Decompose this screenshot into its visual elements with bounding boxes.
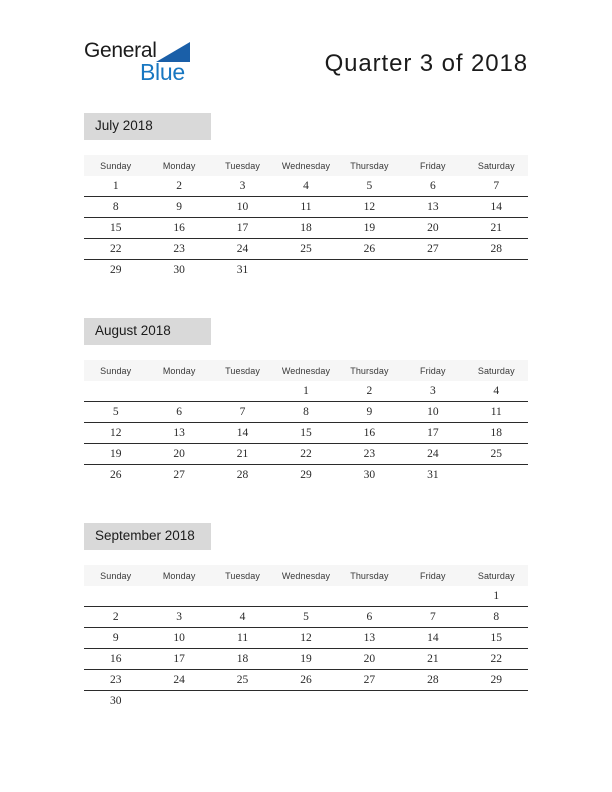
day-cell[interactable]: 27 (338, 670, 401, 691)
day-cell-empty (401, 260, 464, 281)
day-cell[interactable]: 21 (465, 218, 528, 239)
day-cell[interactable]: 19 (274, 649, 337, 670)
weekday-header-row (84, 565, 528, 586)
weekday-header-thursday: Thursday (338, 360, 401, 381)
weekday-header-row (84, 360, 528, 381)
day-cell[interactable]: 28 (465, 239, 528, 260)
month-title: July 2018 (84, 113, 211, 140)
day-cell[interactable]: 18 (465, 423, 528, 444)
day-cell[interactable]: 4 (211, 607, 274, 628)
weekday-header-thursday: Thursday (338, 155, 401, 176)
day-cell[interactable]: 5 (338, 176, 401, 197)
day-cell[interactable]: 4 (274, 176, 337, 197)
weekday-header-saturday: Saturday (465, 360, 528, 381)
day-cell[interactable]: 9 (338, 402, 401, 423)
day-cell-empty (465, 465, 528, 486)
day-cell[interactable]: 13 (401, 197, 464, 218)
day-cell[interactable]: 14 (465, 197, 528, 218)
day-cell[interactable]: 4 (465, 381, 528, 402)
week-row (84, 218, 528, 239)
day-cell[interactable]: 23 (84, 670, 147, 691)
day-cell[interactable]: 26 (274, 670, 337, 691)
page-title: Quarter 3 of 2018 (324, 50, 528, 77)
day-cell[interactable]: 18 (274, 218, 337, 239)
day-cell[interactable]: 8 (465, 607, 528, 628)
week-row (84, 649, 528, 670)
day-cell[interactable]: 25 (211, 670, 274, 691)
day-cell[interactable]: 6 (401, 176, 464, 197)
day-cell-empty (465, 691, 528, 712)
weekday-header-row (84, 155, 528, 176)
weekday-header-monday: Monday (147, 155, 210, 176)
day-cell[interactable]: 25 (465, 444, 528, 465)
weekday-header-sunday: Sunday (84, 155, 147, 176)
weekday-header-wednesday: Wednesday (274, 565, 337, 586)
day-cell[interactable]: 22 (84, 239, 147, 260)
week-row (84, 402, 528, 423)
day-cell-empty (147, 586, 210, 607)
day-cell-empty (147, 381, 210, 402)
day-cell-empty (338, 586, 401, 607)
day-cell-empty (211, 691, 274, 712)
day-cell[interactable]: 22 (465, 649, 528, 670)
month-block-july (84, 113, 528, 280)
weekday-header-friday: Friday (401, 360, 464, 381)
brand-name-blue: Blue (140, 59, 185, 85)
day-cell[interactable]: 2 (338, 381, 401, 402)
week-row (84, 691, 528, 712)
day-cell[interactable]: 2 (147, 176, 210, 197)
month-title: September 2018 (84, 523, 211, 550)
weekday-header-friday: Friday (401, 565, 464, 586)
day-cell[interactable]: 15 (465, 628, 528, 649)
weekday-header-tuesday: Tuesday (211, 155, 274, 176)
day-cell[interactable]: 16 (338, 423, 401, 444)
day-cell[interactable]: 19 (338, 218, 401, 239)
day-cell[interactable]: 24 (147, 670, 210, 691)
day-cell[interactable]: 27 (401, 239, 464, 260)
day-cell[interactable]: 5 (84, 402, 147, 423)
weekday-header-saturday: Saturday (465, 565, 528, 586)
week-row (84, 444, 528, 465)
day-cell[interactable]: 26 (338, 239, 401, 260)
day-cell[interactable]: 29 (300, 469, 312, 481)
day-cell[interactable]: 7 (465, 176, 528, 197)
day-cell-empty (338, 691, 401, 712)
day-cell[interactable]: 15 (274, 423, 337, 444)
day-cell[interactable]: 28 (236, 469, 249, 481)
day-cell[interactable]: 3 (401, 381, 464, 402)
day-cell-empty (274, 691, 337, 712)
day-cell[interactable]: 12 (274, 628, 337, 649)
day-cell[interactable]: 10 (147, 628, 210, 649)
week-row (84, 176, 528, 197)
day-cell-empty (274, 260, 337, 281)
day-cell[interactable]: 3 (211, 176, 274, 197)
weekday-header-monday: Monday (147, 360, 210, 381)
day-cell[interactable]: 25 (274, 239, 337, 260)
weekday-header-thursday: Thursday (338, 565, 401, 586)
day-cell[interactable]: 23 (147, 239, 210, 260)
day-cell[interactable]: 29 (109, 264, 122, 276)
week-row (84, 586, 528, 607)
day-cell[interactable]: 11 (274, 197, 337, 218)
month-block-september (84, 523, 528, 711)
day-cell[interactable]: 16 (84, 649, 147, 670)
weekday-header-wednesday: Wednesday (274, 360, 337, 381)
calendar-table (84, 155, 528, 280)
day-cell[interactable]: 31 (427, 469, 439, 481)
weekday-header-saturday: Saturday (465, 155, 528, 176)
day-cell[interactable]: 1 (465, 586, 528, 607)
day-cell[interactable]: 8 (84, 197, 147, 218)
day-cell[interactable]: 28 (401, 670, 464, 691)
weekday-header-tuesday: Tuesday (211, 565, 274, 586)
day-cell[interactable]: 1 (84, 176, 147, 197)
day-cell-empty (147, 691, 210, 712)
day-cell-empty (211, 381, 274, 402)
day-cell[interactable]: 15 (84, 218, 147, 239)
day-cell[interactable]: 14 (211, 423, 274, 444)
brand-logo[interactable] (84, 40, 264, 92)
day-cell[interactable]: 19 (84, 444, 147, 465)
page-header (0, 0, 612, 110)
day-cell[interactable]: 8 (274, 402, 337, 423)
day-cell-empty (84, 586, 147, 607)
day-cell[interactable]: 17 (147, 649, 210, 670)
day-cell[interactable]: 3 (147, 607, 210, 628)
day-cell-empty (401, 586, 464, 607)
day-cell[interactable]: 22 (274, 444, 337, 465)
day-cell[interactable]: 29 (465, 670, 528, 691)
day-cell[interactable]: 10 (211, 197, 274, 218)
week-row (84, 239, 528, 260)
day-cell-empty (401, 691, 464, 712)
day-cell[interactable]: 20 (147, 444, 210, 465)
day-cell[interactable]: 24 (211, 239, 274, 260)
day-cell[interactable]: 12 (338, 197, 401, 218)
day-cell[interactable]: 17 (211, 218, 274, 239)
day-cell[interactable]: 10 (401, 402, 464, 423)
day-cell[interactable]: 23 (338, 444, 401, 465)
weekday-header-friday: Friday (401, 155, 464, 176)
week-row (84, 465, 528, 486)
day-cell[interactable]: 14 (401, 628, 464, 649)
week-row (84, 197, 528, 218)
day-cell[interactable]: 18 (211, 649, 274, 670)
brand-name-general: General (84, 39, 157, 62)
day-cell[interactable]: 12 (84, 423, 147, 444)
week-row (84, 260, 528, 281)
day-cell[interactable]: 7 (401, 607, 464, 628)
day-cell[interactable]: 24 (401, 444, 464, 465)
day-cell[interactable]: 1 (274, 381, 337, 402)
day-cell[interactable]: 21 (401, 649, 464, 670)
day-cell[interactable]: 21 (211, 444, 274, 465)
day-cell[interactable]: 30 (109, 695, 122, 707)
weekday-header-monday: Monday (147, 565, 210, 586)
day-cell-empty (84, 381, 147, 402)
day-cell[interactable]: 31 (236, 264, 249, 276)
day-cell[interactable]: 30 (173, 264, 185, 276)
day-cell[interactable]: 2 (84, 607, 147, 628)
day-cell[interactable]: 11 (465, 402, 528, 423)
day-cell[interactable]: 16 (147, 218, 210, 239)
weekday-header-sunday: Sunday (84, 565, 147, 586)
week-row (84, 670, 528, 691)
weekday-header-sunday: Sunday (84, 360, 147, 381)
week-row (84, 381, 528, 402)
calendar-table (84, 360, 528, 485)
day-cell[interactable]: 13 (147, 423, 210, 444)
day-cell[interactable]: 9 (84, 628, 147, 649)
day-cell[interactable]: 30 (363, 469, 376, 481)
day-cell[interactable]: 9 (147, 197, 210, 218)
day-cell-empty (211, 586, 274, 607)
day-cell[interactable]: 11 (211, 628, 274, 649)
day-cell[interactable]: 17 (401, 423, 464, 444)
month-title: August 2018 (84, 318, 211, 345)
weekday-header-tuesday: Tuesday (211, 360, 274, 381)
day-cell-empty (465, 260, 528, 281)
day-cell[interactable]: 27 (173, 469, 185, 481)
month-block-august (84, 318, 528, 485)
calendar-table (84, 565, 528, 711)
week-row (84, 628, 528, 649)
day-cell[interactable]: 13 (338, 628, 401, 649)
day-cell-empty (274, 586, 337, 607)
week-row (84, 607, 528, 628)
weekday-header-wednesday: Wednesday (274, 155, 337, 176)
day-cell[interactable]: 7 (211, 402, 274, 423)
week-row (84, 423, 528, 444)
day-cell[interactable]: 6 (147, 402, 210, 423)
day-cell[interactable]: 26 (109, 469, 122, 481)
day-cell[interactable]: 20 (401, 218, 464, 239)
day-cell-empty (338, 260, 401, 281)
day-cell[interactable]: 6 (338, 607, 401, 628)
day-cell[interactable]: 5 (274, 607, 337, 628)
day-cell[interactable]: 20 (338, 649, 401, 670)
